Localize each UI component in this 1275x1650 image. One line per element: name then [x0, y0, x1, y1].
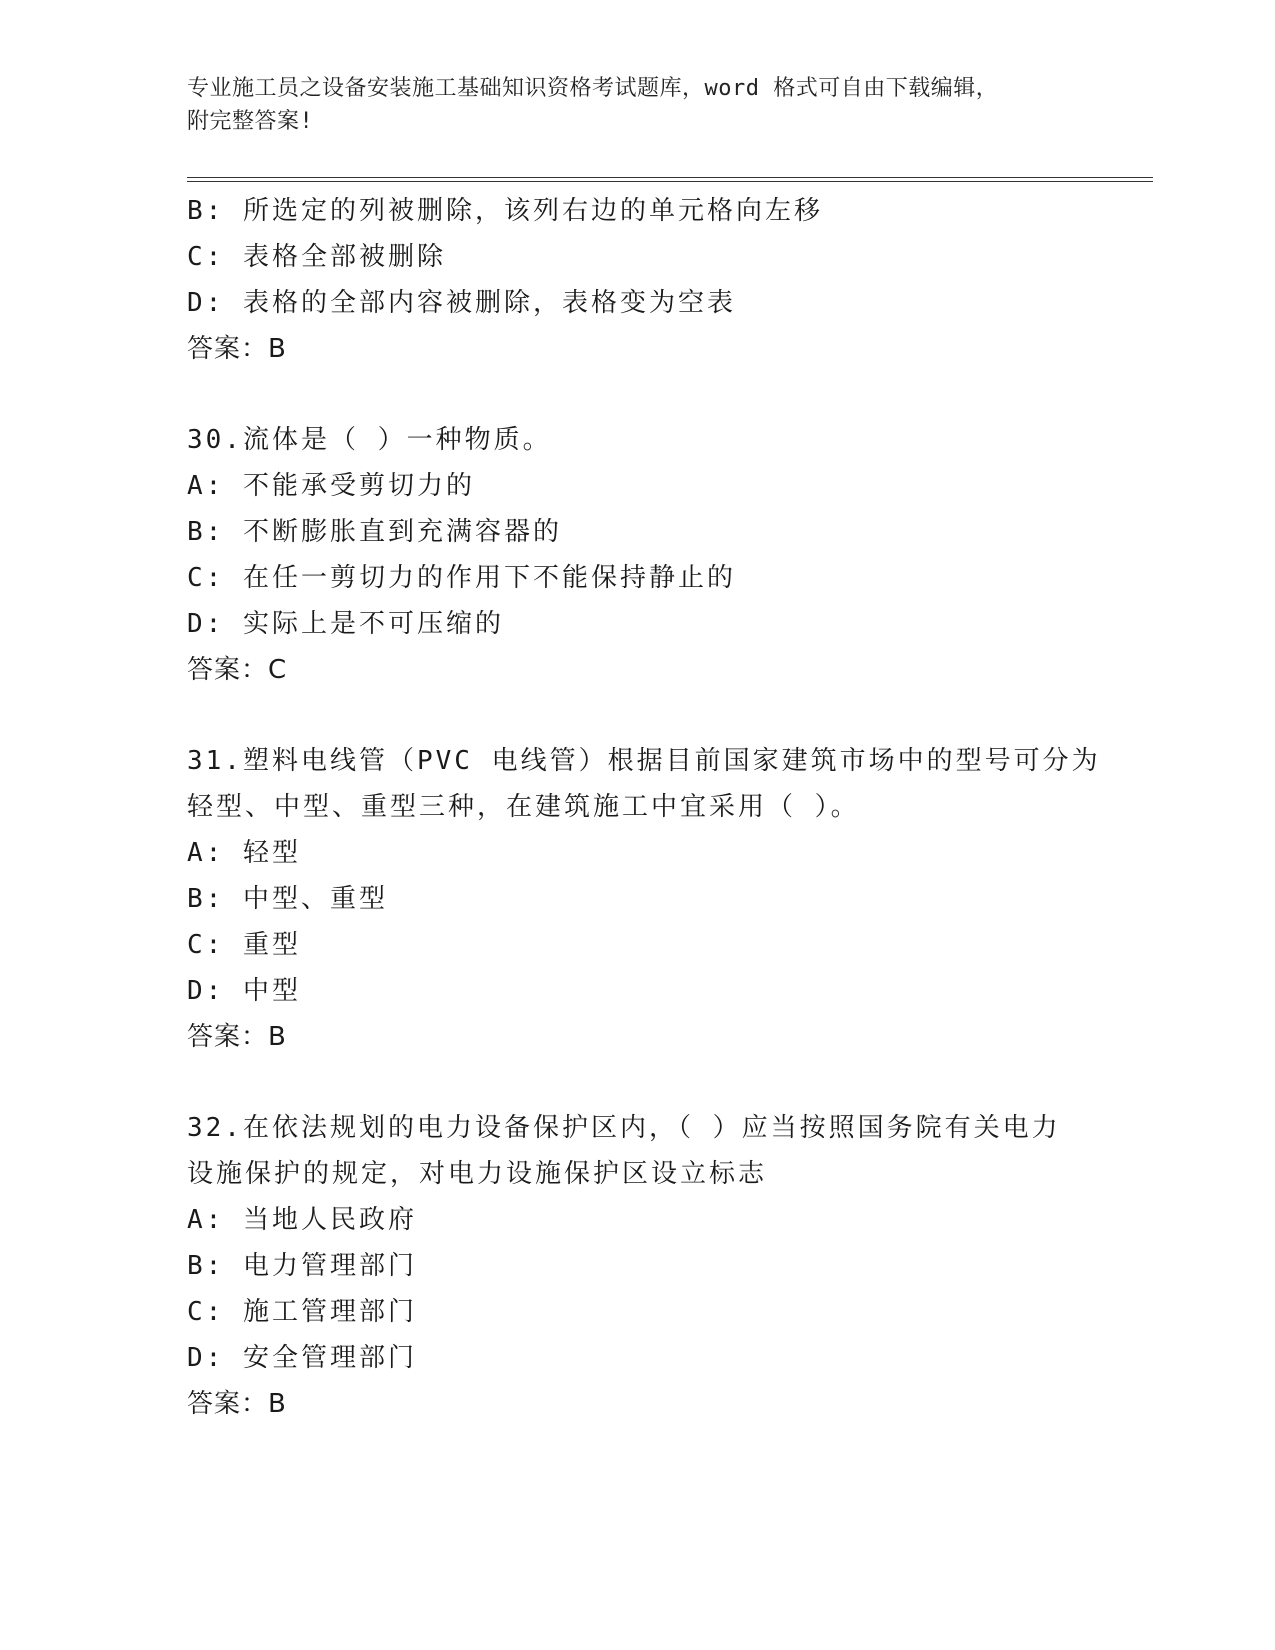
option-d: D: 安全管理部门	[187, 1343, 417, 1373]
header-line-2: 附完整答案!	[187, 109, 314, 134]
option-b: B: 不断膨胀直到充满容器的	[187, 517, 562, 547]
answer-line: 答案：C	[187, 655, 288, 685]
option-a: A: 当地人民政府	[187, 1205, 417, 1235]
option-d: D: 实际上是不可压缩的	[187, 609, 504, 639]
option-a: A: 轻型	[187, 838, 301, 868]
spacer	[187, 693, 1107, 738]
option-c: C: 在任一剪切力的作用下不能保持静止的	[187, 563, 736, 593]
option-d: D: 表格的全部内容被删除，表格变为空表	[187, 288, 736, 318]
question-stem: 30.流体是（ ）一种物质。	[187, 425, 552, 455]
document-header	[187, 72, 1067, 138]
option-c: C: 重型	[187, 930, 301, 960]
question-stem: 32.在依法规划的电力设备保护区内，（ ）应当按照国务院有关电力	[187, 1113, 1061, 1143]
question-block-32	[187, 1105, 1107, 1427]
option-c: C: 施工管理部门	[187, 1297, 417, 1327]
option-a: A: 不能承受剪切力的	[187, 471, 475, 501]
option-b: B: 中型、重型	[187, 884, 388, 914]
spacer	[187, 372, 1107, 417]
answer-line: 答案：B	[187, 1022, 287, 1052]
option-c: C: 表格全部被删除	[187, 242, 446, 272]
header-divider	[187, 177, 1153, 182]
option-b: B: 所选定的列被删除，该列右边的单元格向左移	[187, 196, 823, 226]
question-list	[187, 188, 1107, 1427]
option-b: B: 电力管理部门	[187, 1251, 417, 1281]
question-stem: 31.塑料电线管（PVC 电线管）根据目前国家建筑市场中的型号可分为	[187, 746, 1101, 776]
answer-line: 答案：B	[187, 334, 287, 364]
question-block-30	[187, 417, 1107, 693]
question-stem-continued: 轻型、中型、重型三种，在建筑施工中宜采用（ ）。	[187, 792, 860, 822]
answer-line: 答案：B	[187, 1389, 287, 1419]
question-stem-continued: 设施保护的规定，对电力设施保护区设立标志	[187, 1159, 768, 1189]
question-block-31	[187, 738, 1107, 1060]
option-d: D: 中型	[187, 976, 301, 1006]
spacer	[187, 1060, 1107, 1105]
question-block-29	[187, 188, 1107, 372]
header-line-1: 专业施工员之设备安装施工基础知识资格考试题库，word 格式可自由下载编辑，	[187, 76, 999, 101]
